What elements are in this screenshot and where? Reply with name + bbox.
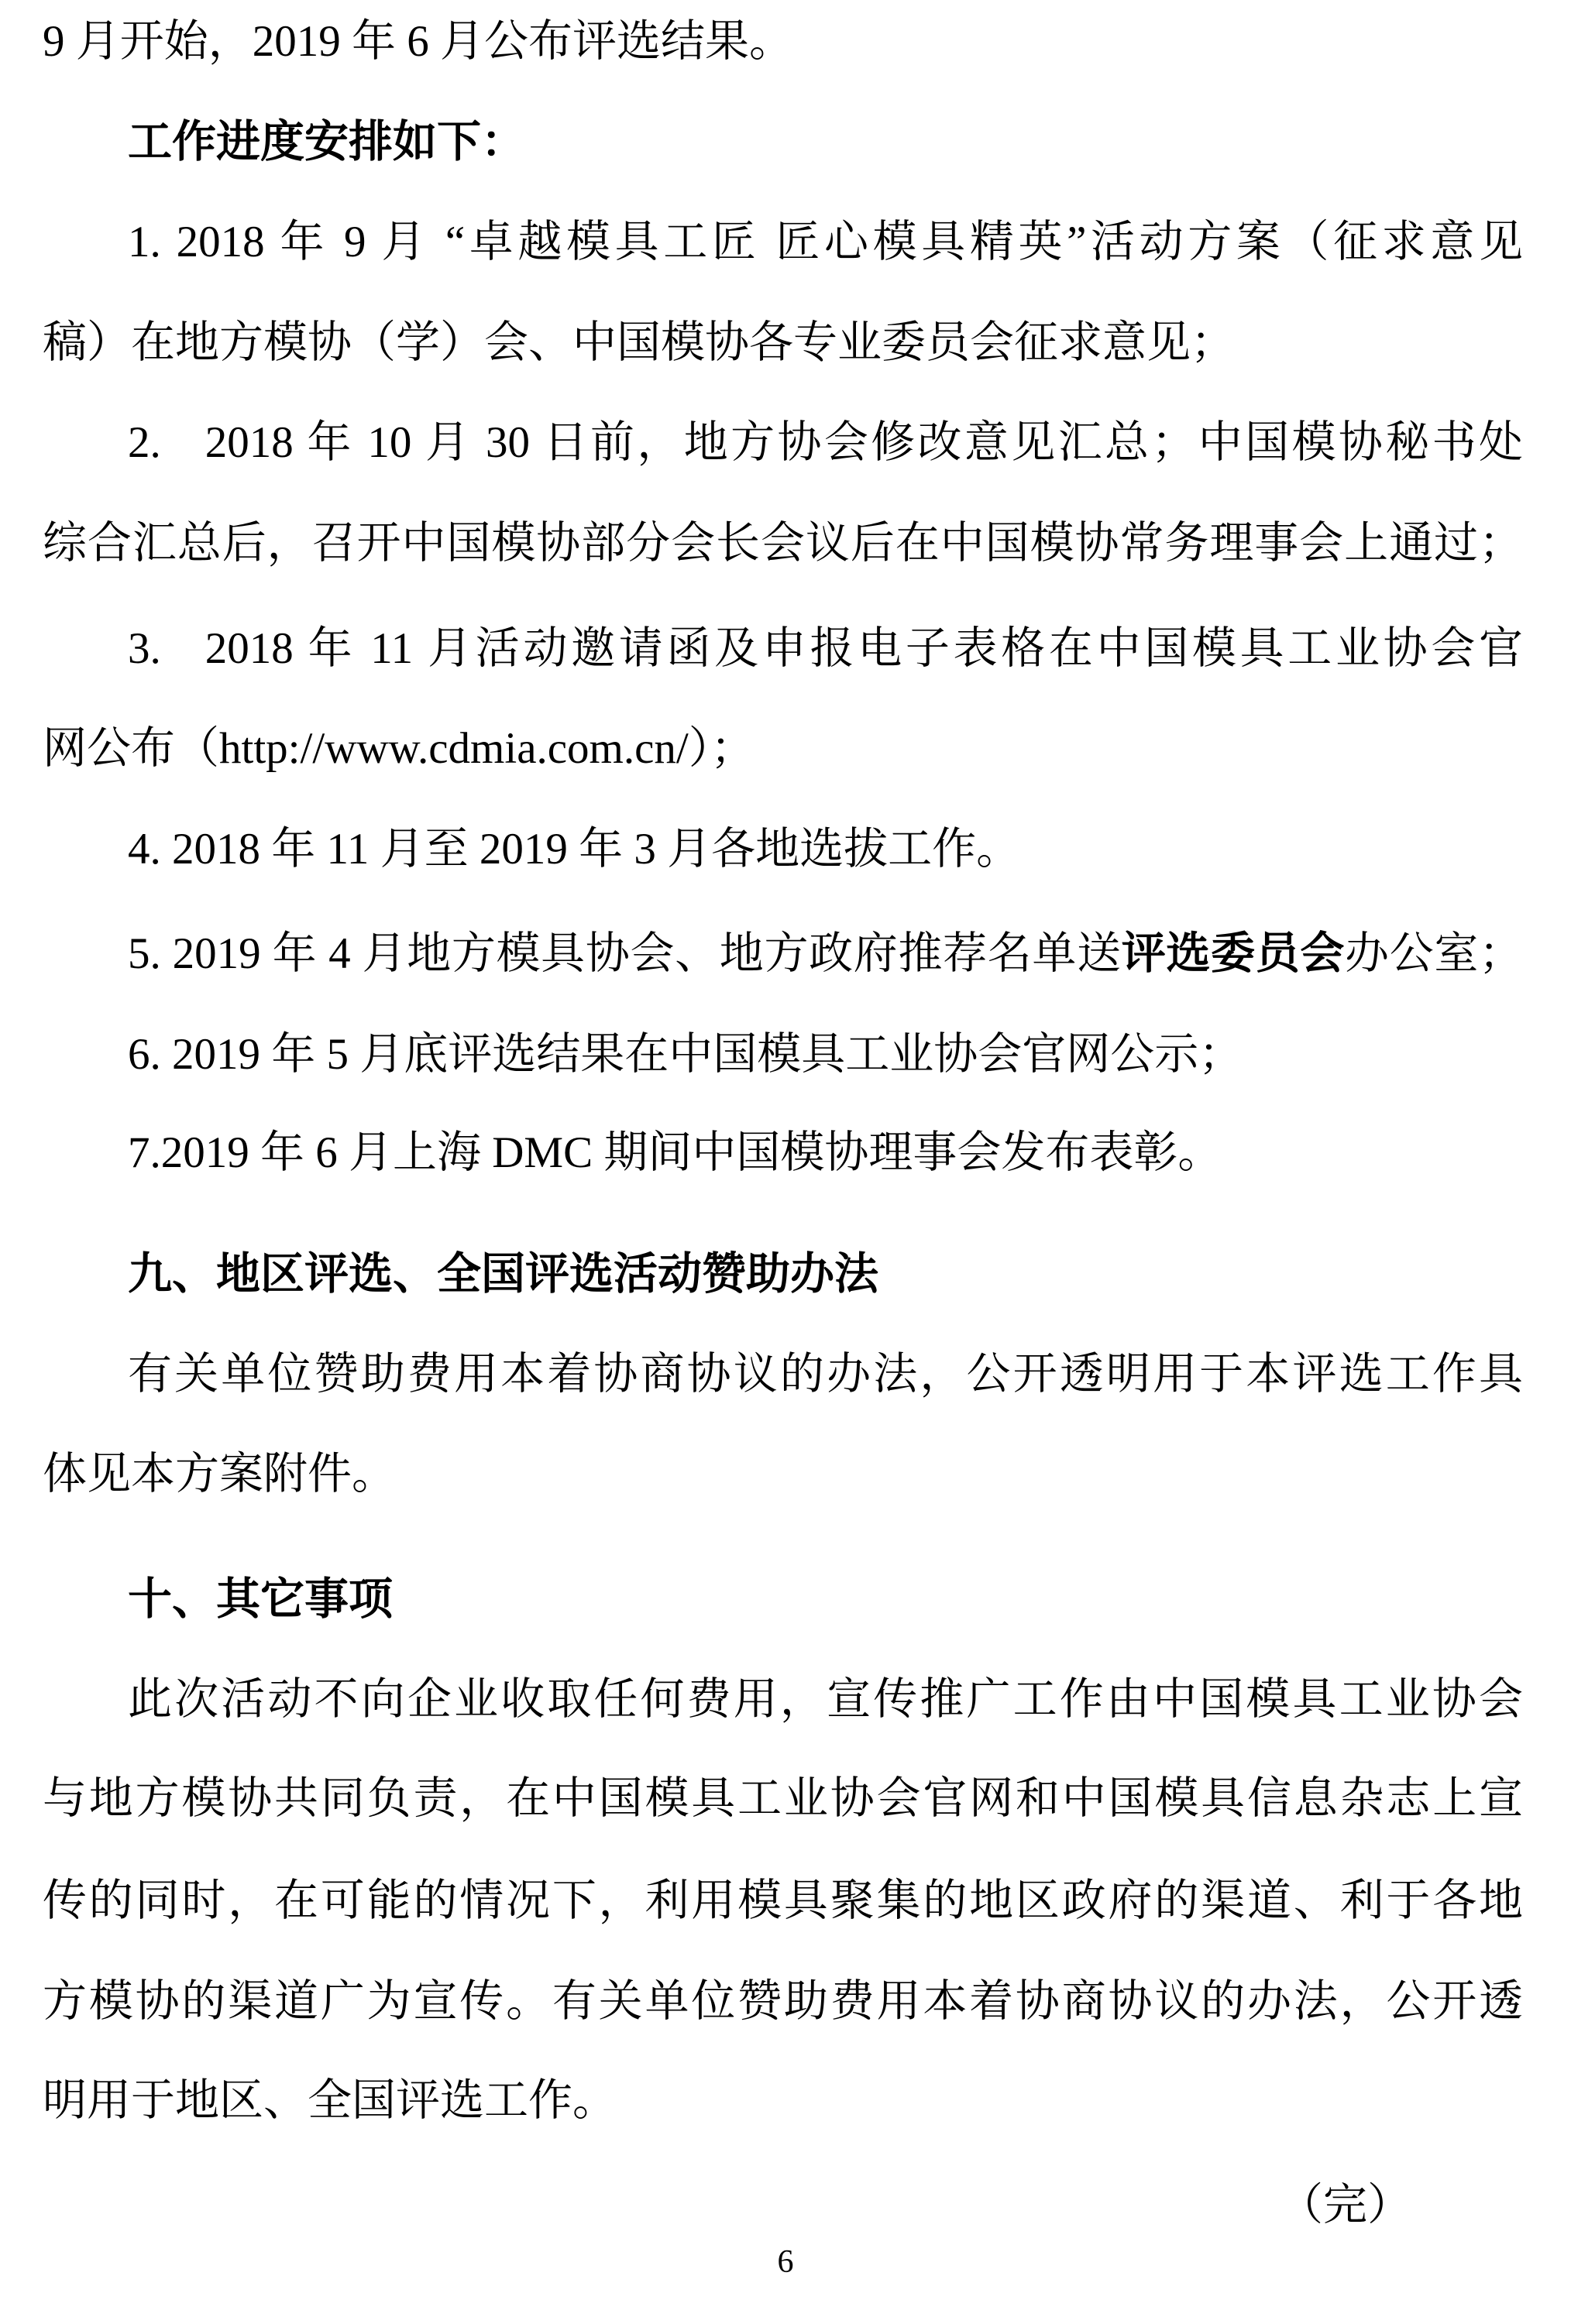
schedule-item-6: 6. 2019 年 5 月底评选结果在中国模具工业协会官网公示； xyxy=(128,1030,1243,1079)
schedule-item-3-line-1: 3. 2018 年 11 月活动邀请函及申报电子表格在中国模具工业协会官 xyxy=(128,624,1523,673)
subheading-work-schedule: 工作进度安排如下： xyxy=(128,118,525,166)
schedule-item-5-post: 办公室； xyxy=(1345,929,1524,978)
schedule-item-5 xyxy=(43,926,1523,982)
section-10-paragraph-line-2: 与地方模协共同负责，在中国模具工业协会官网和中国模具信息杂志上宣 xyxy=(43,1774,1523,1823)
section-9-paragraph-line-2: 体见本方案附件。 xyxy=(43,1450,396,1498)
schedule-item-2-line-1: 2. 2018 年 10 月 30 日前，地方协会修改意见汇总；中国模协秘书处 xyxy=(128,418,1523,467)
section-heading-10-other-matters: 十、其它事项 xyxy=(128,1575,393,1624)
schedule-item-5-bold-committee: 评选委员会 xyxy=(1121,929,1346,978)
schedule-item-1-line-2: 稿）在地方模协（学）会、中国模协各专业委员会征求意见； xyxy=(43,318,1235,367)
section-9-paragraph-line-1: 有关单位赞助费用本着协商协议的办法，公开透明用于本评选工作具 xyxy=(128,1350,1523,1399)
schedule-item-4: 4. 2018 年 11 月至 2019 年 3 月各地选拔工作。 xyxy=(128,825,1021,874)
schedule-item-2-line-2: 综合汇总后，召开中国模协部分会长会议后在中国模协常务理事会上通过； xyxy=(43,519,1523,568)
schedule-item-5-pre: 5. 2019 年 4 月地方模具协会、地方政府推荐名单送 xyxy=(128,929,1122,978)
section-10-paragraph-line-4: 方模协的渠道广为宣传。有关单位赞助费用本着协商协议的办法，公开透 xyxy=(43,1977,1523,2026)
schedule-item-3-line-2-url: 网公布（http://www.cdmia.com.cn/）； xyxy=(43,724,755,773)
section-heading-9-sponsorship: 九、地区评选、全国评选活动赞助办法 xyxy=(128,1250,878,1299)
schedule-item-7: 7.2019 年 6 月上海 DMC 期间中国模协理事会发布表彰。 xyxy=(128,1128,1222,1177)
end-mark: （完） xyxy=(1279,2181,1411,2230)
page-number: 6 xyxy=(777,2244,794,2280)
schedule-item-1-line-1: 1. 2018 年 9 月 “卓越模具工匠 匠心模具精英”活动方案（征求意见 xyxy=(128,218,1523,266)
section-10-paragraph-line-3: 传的同时，在可能的情况下，利用模具聚集的地区政府的渠道、利于各地 xyxy=(43,1876,1523,1925)
paragraph-line-intro: 9 月开始，2019 年 6 月公布评选结果。 xyxy=(43,17,793,66)
section-10-paragraph-line-5: 明用于地区、全国评选工作。 xyxy=(43,2076,617,2125)
section-10-paragraph-line-1: 此次活动不向企业收取任何费用，宣传推广工作由中国模具工业协会 xyxy=(128,1675,1523,1724)
